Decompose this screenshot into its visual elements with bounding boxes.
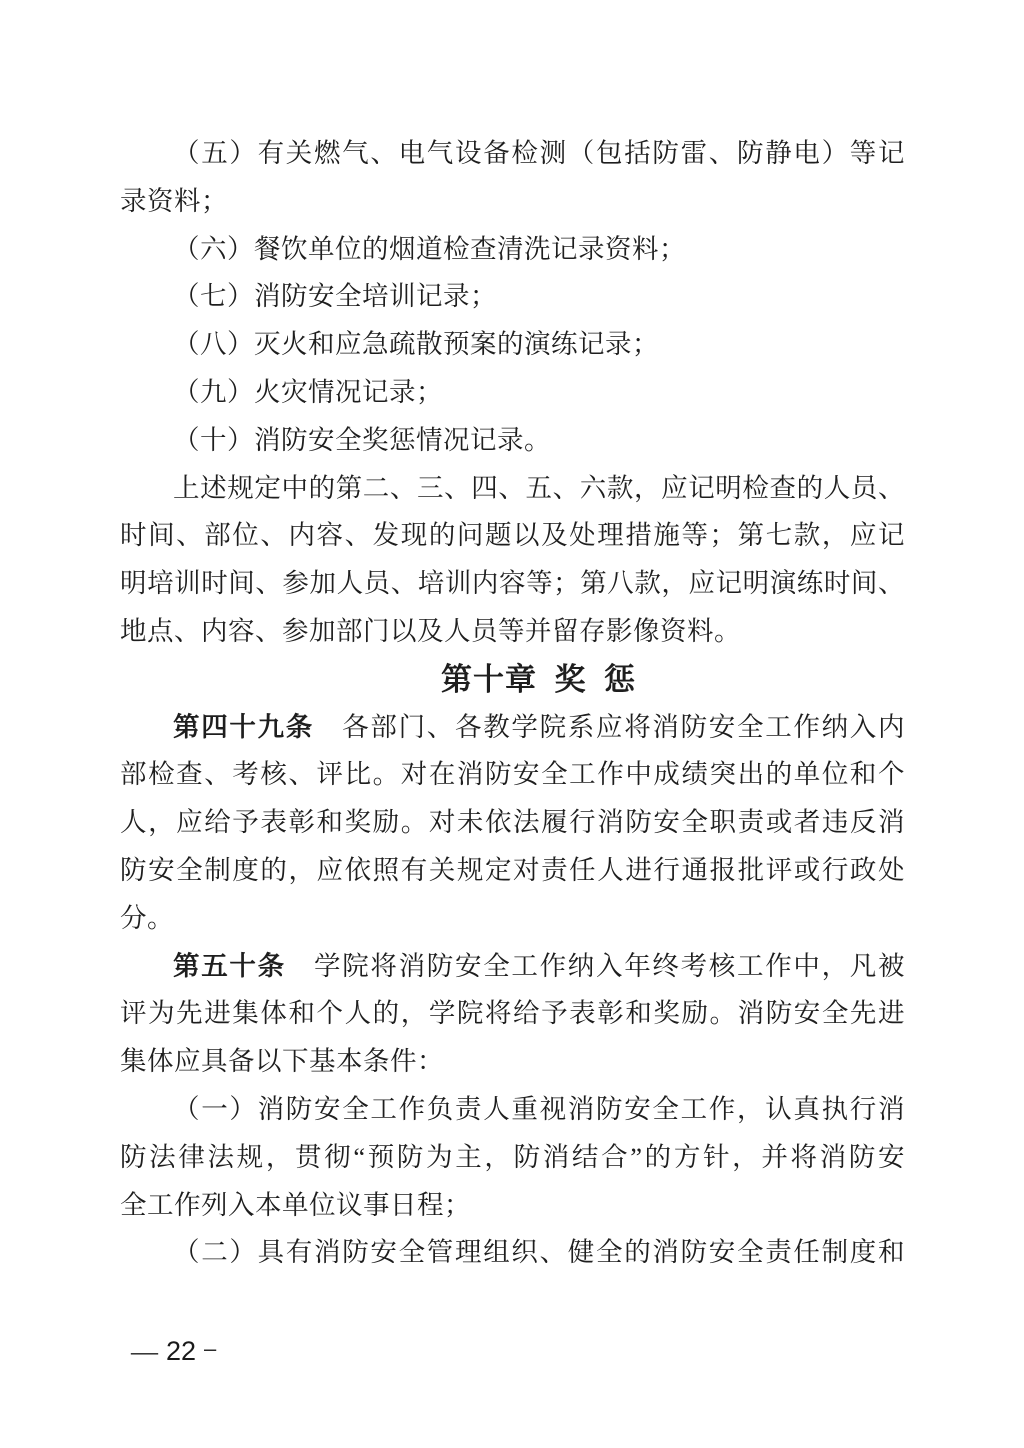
text-line bbox=[120, 943, 905, 991]
text-line bbox=[120, 1134, 905, 1182]
text-line bbox=[120, 226, 905, 274]
text-line bbox=[120, 608, 905, 656]
text-segment: （九）火灾情况记录； bbox=[173, 376, 443, 407]
text-segment: 学院将消防安全工作纳入年终考核工作中，凡被 bbox=[285, 950, 906, 981]
text-line bbox=[120, 273, 905, 321]
text-segment: （五）有关燃气、电气设备检测（包括防雷、防静电）等记 bbox=[173, 138, 905, 168]
text-segment: （二）具有消防安全管理组织、健全的消防安全责任制度和 bbox=[173, 1237, 905, 1268]
text-segment: 分。 bbox=[120, 902, 174, 933]
text-segment: 评为先进集体和个人的，学院将给予表彰和奖励。消防安全先进 bbox=[120, 998, 905, 1029]
text-line bbox=[120, 178, 905, 226]
text-segment: （一）消防安全工作负责人重视消防安全工作，认真执行消 bbox=[173, 1093, 905, 1124]
text-line bbox=[120, 130, 905, 178]
text-line bbox=[120, 369, 905, 417]
text-segment: 上述规定中的第二、三、四、五、六款，应记明检查的人员、 bbox=[173, 472, 905, 503]
text-line bbox=[120, 465, 905, 513]
text-segment: （七）消防安全培训记录； bbox=[173, 281, 497, 312]
page-number-footer bbox=[131, 1334, 216, 1370]
text-line bbox=[120, 1038, 905, 1086]
text-line bbox=[120, 1229, 905, 1277]
document-body bbox=[120, 130, 905, 1277]
text-line bbox=[120, 990, 905, 1038]
text-segment: 各部门、各教学院系应将消防安全工作纳入内 bbox=[314, 711, 905, 742]
text-segment: （八）灭火和应急疏散预案的演练记录； bbox=[173, 329, 659, 360]
text-segment: 集体应具备以下基本条件： bbox=[120, 1046, 444, 1077]
text-segment: 人，应给予表彰和奖励。对未依法履行消防安全职责或者违反消 bbox=[120, 807, 905, 838]
article-number: 第五十条 bbox=[173, 950, 286, 981]
text-segment: 录资料； bbox=[120, 185, 228, 216]
text-line bbox=[120, 895, 905, 943]
footer-dash-right: – bbox=[204, 1336, 217, 1361]
text-segment: （六）餐饮单位的烟道检查清洗记录资料； bbox=[173, 233, 686, 264]
text-line bbox=[120, 704, 905, 752]
footer-page-number: 22 bbox=[166, 1336, 197, 1366]
text-segment: 防安全制度的，应依照有关规定对责任人进行通报批评或行政处 bbox=[120, 854, 905, 885]
text-line bbox=[120, 1182, 905, 1230]
text-segment: （十）消防安全奖惩情况记录。 bbox=[173, 424, 551, 455]
text-line bbox=[120, 417, 905, 465]
text-segment: 时间、部位、内容、发现的问题以及处理措施等；第七款，应记 bbox=[120, 520, 905, 551]
text-segment: 部检查、考核、评比。对在消防安全工作中成绩突出的单位和个 bbox=[120, 759, 905, 790]
text-line bbox=[120, 321, 905, 369]
text-segment: 明培训时间、参加人员、培训内容等；第八款，应记明演练时间、 bbox=[120, 568, 905, 599]
text-line bbox=[120, 1086, 905, 1134]
text-line bbox=[120, 560, 905, 608]
text-line bbox=[120, 751, 905, 799]
text-line bbox=[120, 512, 905, 560]
chapter-heading bbox=[146, 656, 931, 704]
article-number: 第四十九条 bbox=[173, 711, 314, 742]
text-line bbox=[120, 847, 905, 895]
text-segment: 地点、内容、参加部门以及人员等并留存影像资料。 bbox=[120, 615, 741, 646]
text-segment: 第十章 奖 惩 bbox=[441, 661, 636, 697]
text-segment: 防法律法规，贯彻“预防为主，防消结合”的方针，并将消防安 bbox=[120, 1141, 905, 1172]
text-segment: 全工作列入本单位议事日程； bbox=[120, 1189, 471, 1220]
footer-dash-left: — bbox=[131, 1336, 158, 1366]
text-line bbox=[120, 799, 905, 847]
